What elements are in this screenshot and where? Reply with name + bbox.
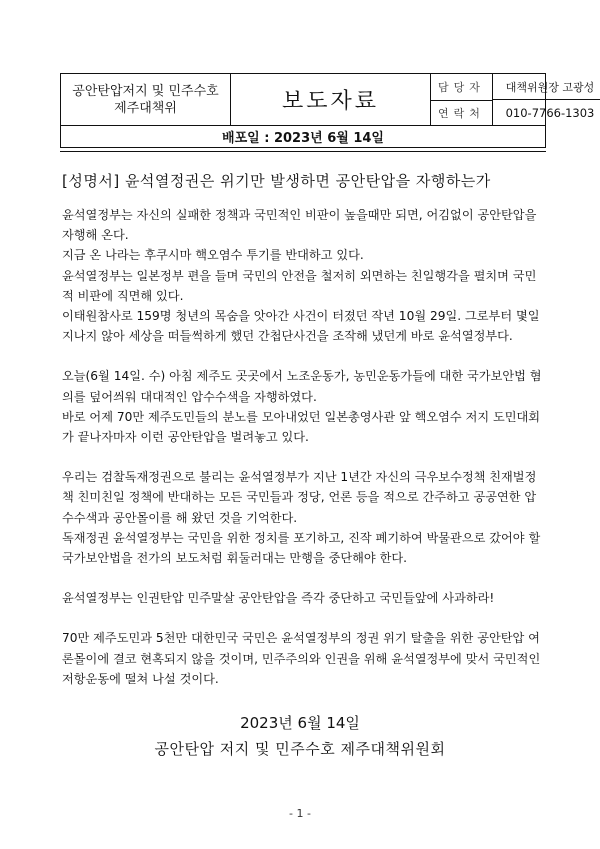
page-number: - 1 -: [289, 807, 311, 820]
paragraph: 바로 어제 70만 제주도민들의 분노를 모아내었던 일본총영사관 앞 핵오염수 저지 도민대회가 끝나자마자 이런 공안탄압을 벌려놓고 있다.: [62, 409, 541, 445]
phone-label: 연락처: [438, 107, 485, 120]
header-table: [60, 73, 595, 126]
statement-body: [62, 205, 544, 709]
paragraph: 지금 온 나라는 후쿠시마 핵오염수 투기를 반대하고 있다.: [62, 248, 364, 263]
contact-labels: [431, 74, 493, 125]
phone-value: 010-7766-1303: [505, 106, 595, 120]
paragraph: 윤석열정부는 인권탄압 민주말살 공안탄압을 즉각 중단하고 국민들앞에 사과하라!: [62, 591, 495, 606]
paragraph: 오늘(6월 14일. 수) 아침 제주도 곳곳에서 노조운동가, 농민운동가들에 대한 국가보안법 혐의를 덮어씌워 대대적인 압수수색을 자행하였다.: [62, 369, 542, 404]
paragraph: 70만 제주도민과 5천만 대한민국 국민은 윤석열정부의 정권 위기 탈출을 위한 공안탄압 여론몰이에 결코 현혹되지 않을 것이며, 민주주의와 인권을 위해 윤석열정부에 맞서 국민적인 저항운동에 떨쳐 나설 것이다.: [62, 631, 541, 686]
org-name-line2: 제주대책위: [114, 100, 177, 116]
statement-date: 2023년 6월 14일: [240, 714, 360, 732]
contact-person-value: 대책위원장 고광성: [493, 74, 600, 100]
org-name-line1: 공안탄압저지 및 민주수호: [72, 83, 219, 99]
paragraph: 이태원참사로 159명 청년의 목숨을 앗아간 사건이 터졌던 작년 10월 29일. 그로부터 몇일 지나지 않아 세상을 떠들썩하게 했던 간첩단사건을 조작해 냈던게 바로 윤석열정부다.: [62, 309, 540, 344]
paragraph: 우리는 검찰독재정권으로 불리는 윤석열정부가 지난 1년간 자신의 극우보수정책 친재벌정책 친미친일 정책에 반대하는 모든 국민들과 정당, 언론 등을 적으로 간주하고 공공연한 압수수색과 공안몰이를 해 왔던 것을 기억한다.: [62, 470, 537, 525]
paragraph: 윤석열정부는 자신의 실패한 정책과 국민적인 비판이 높을때만 되면, 어김없이 공안탄압을 자행해 온다.: [62, 208, 537, 243]
statement-heading: [성명서] 윤석열정권은 위기만 발생하면 공안탄압을 자행하는가: [62, 172, 491, 190]
paragraph: 독재정권 윤석열정부는 국민을 위한 정치를 포기하고, 진작 폐기하여 박물관으로 갔어야 할 국가보안법을 전가의 보도처럼 휘둘러대는 만행을 중단해야 한다.: [62, 530, 541, 566]
document-title: 보도자료: [231, 74, 431, 125]
release-date: 배포일 : 2023년 6월 14일: [60, 126, 546, 148]
statement-signer: 공안탄압 저지 및 민주수호 제주대책위원회: [154, 740, 446, 758]
paragraph: 윤석열정부는 일본정부 편을 들며 국민의 안전을 철저히 외면하는 친일행각을 펼치며 국민적 비판에 직면해 있다.: [62, 268, 537, 303]
contact-values: [493, 74, 595, 125]
contact-person-label: 담당자: [431, 74, 492, 101]
organization-cell: [61, 74, 231, 125]
divider: [60, 151, 546, 152]
